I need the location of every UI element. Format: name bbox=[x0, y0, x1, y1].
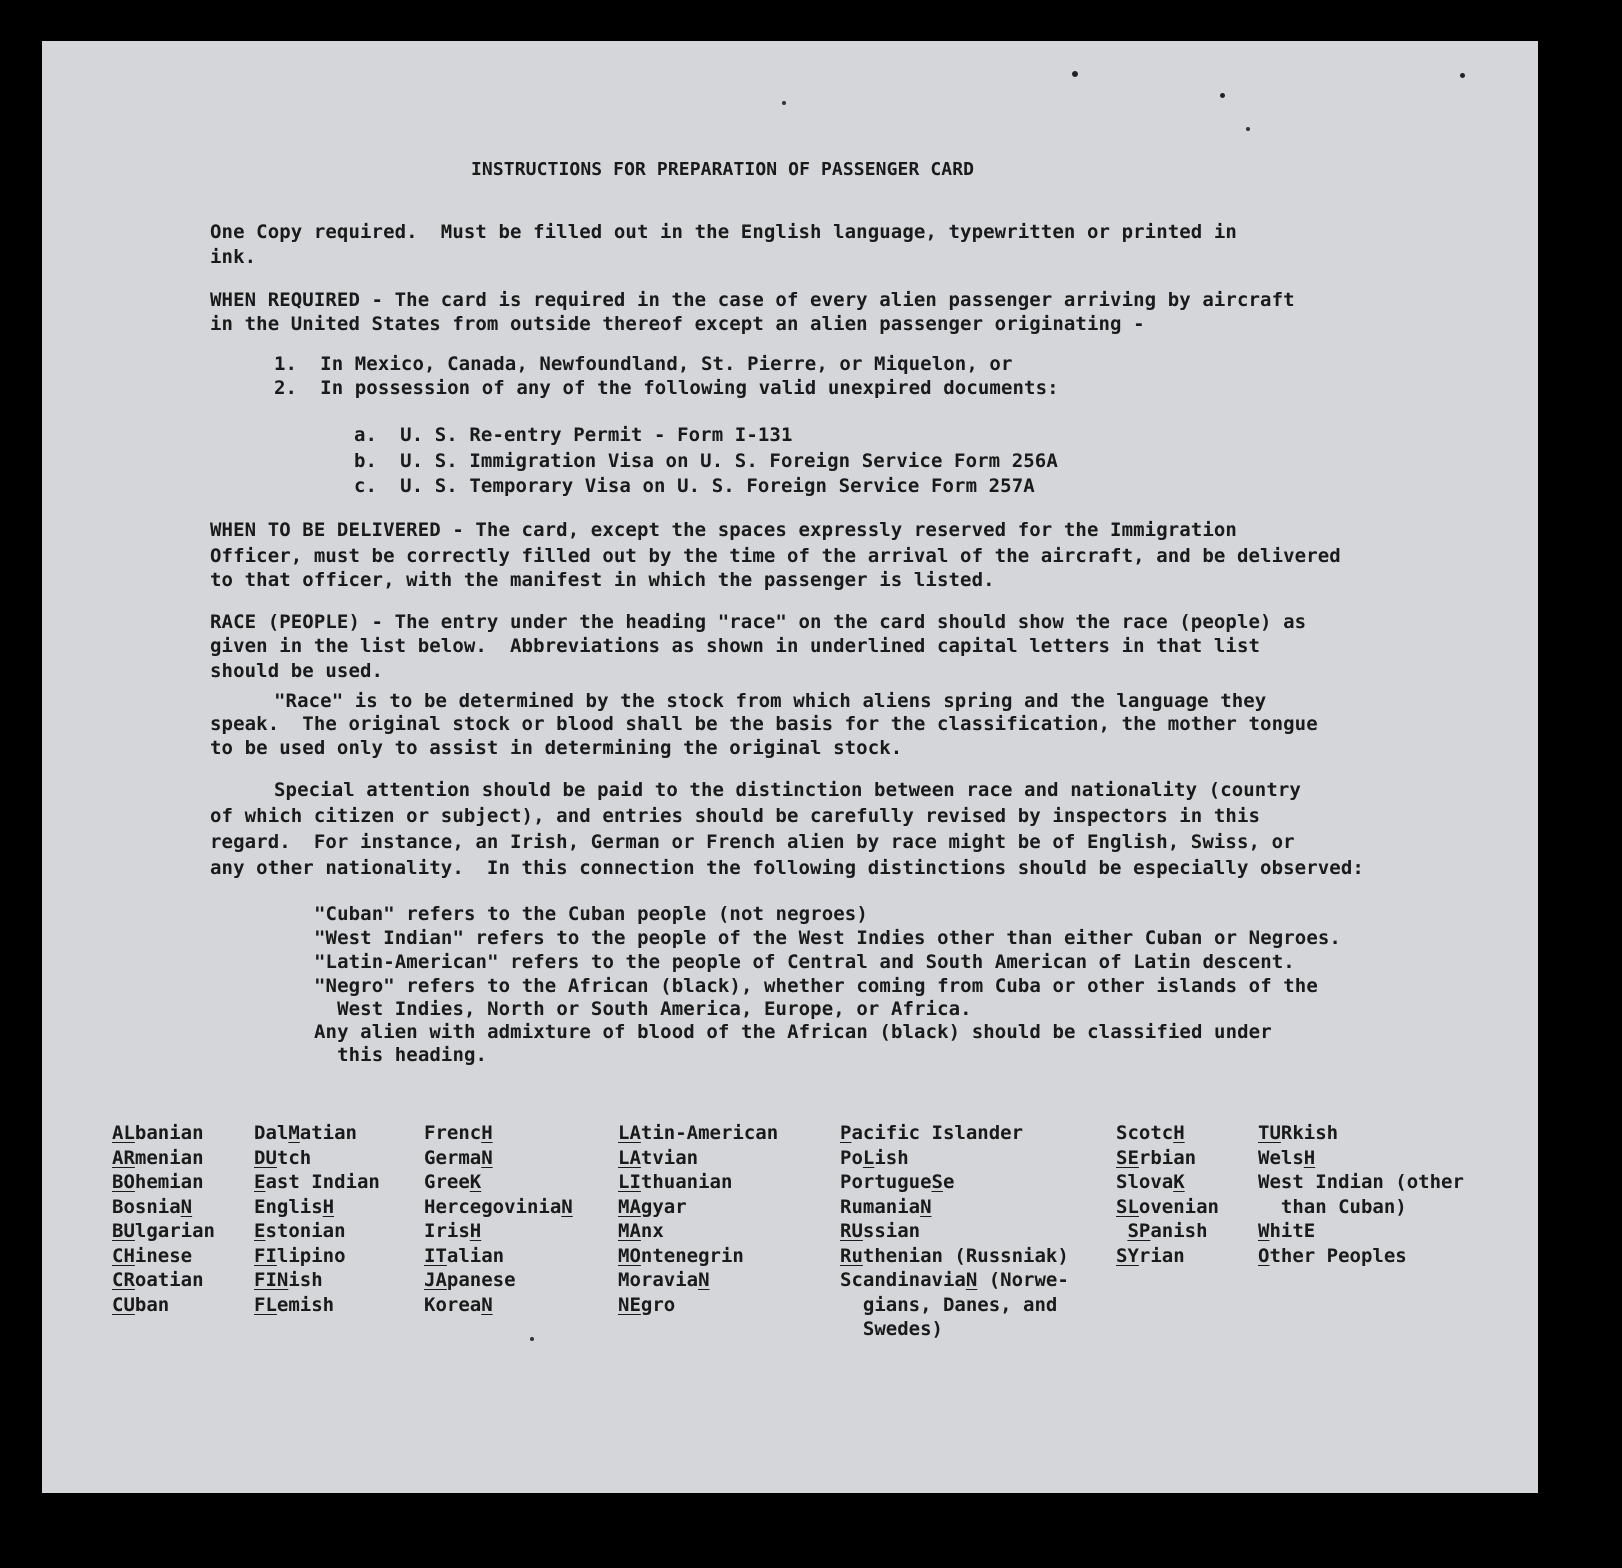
when-delivered-line-2: Officer, must be correctly filled out by the time of the arrival of the aircraft, and be delivered bbox=[210, 545, 1341, 567]
race-entry bbox=[254, 1268, 380, 1293]
race-entry-abbrev: N bbox=[920, 1195, 932, 1218]
scan-speck bbox=[1072, 71, 1078, 77]
race-entry bbox=[1258, 1121, 1464, 1146]
race-entry bbox=[618, 1244, 778, 1269]
scan-speck bbox=[1460, 73, 1465, 78]
race-entry bbox=[840, 1170, 1069, 1195]
race-entry-post: thuanian bbox=[640, 1171, 733, 1193]
race-entry-abbrev: E bbox=[254, 1220, 266, 1242]
race-entry-post: emish bbox=[276, 1293, 335, 1316]
race-entry-post: ther Peoples bbox=[1269, 1244, 1407, 1267]
race-entry-pre: Iris bbox=[424, 1220, 470, 1242]
race-entry bbox=[840, 1121, 1069, 1146]
when-required-line-1: WHEN REQUIRED - The card is required in the case of every alien passenger arriving by aircraft bbox=[210, 289, 1295, 311]
race-entry-abbrev: LA bbox=[618, 1146, 641, 1169]
scan-speck bbox=[530, 1337, 534, 1341]
race-entry-abbrev: H bbox=[469, 1220, 482, 1242]
race-p2-line-1: "Race" is to be determined by the stock from which aliens spring and the language they bbox=[274, 690, 1267, 712]
document-page bbox=[42, 41, 1538, 1493]
race-entry-post: ban bbox=[134, 1293, 170, 1316]
race-entry bbox=[840, 1219, 1069, 1244]
race-entry-post: tin-American bbox=[640, 1122, 779, 1144]
race-entry-pre: Scotc bbox=[1116, 1122, 1174, 1144]
race-p3-line-3: regard. For instance, an Irish, German or French alien by race might be of English, Swiss, or bbox=[210, 831, 1295, 853]
race-entry-abbrev: S bbox=[931, 1171, 943, 1193]
race-entry-pre: Moravia bbox=[618, 1269, 699, 1291]
race-entry-post: ssian bbox=[862, 1220, 921, 1242]
race-entry bbox=[424, 1293, 573, 1318]
race-entry bbox=[254, 1170, 380, 1195]
race-entry-post: ovenian bbox=[1138, 1195, 1219, 1218]
race-entry-abbrev: N bbox=[698, 1269, 710, 1291]
race-entry-abbrev: N bbox=[965, 1269, 978, 1291]
scan-speck bbox=[1246, 127, 1250, 131]
race-entry-pre: West Indian (other bbox=[1258, 1171, 1464, 1193]
race-entry bbox=[424, 1121, 573, 1146]
race-entry-abbrev: N bbox=[561, 1195, 573, 1218]
race-entry-post: hitE bbox=[1269, 1220, 1316, 1242]
race-entry bbox=[424, 1146, 573, 1171]
race-entry bbox=[112, 1146, 215, 1171]
race-entry-pre: Englis bbox=[254, 1195, 323, 1218]
race-entry-abbrev: BO bbox=[112, 1171, 135, 1193]
race-entry-abbrev: M bbox=[288, 1122, 300, 1144]
race-entry-pre: Rumania bbox=[840, 1195, 921, 1218]
document-title: INSTRUCTIONS FOR PREPARATION OF PASSENGER CARD bbox=[471, 159, 975, 180]
when-delivered-line-3: to that officer, with the manifest in which the passenger is listed. bbox=[210, 569, 995, 591]
race-p3-line-2: of which citizen or subject), and entries should be carefully revised by inspectors in this bbox=[210, 805, 1261, 827]
race-entry-post: ish bbox=[874, 1146, 909, 1169]
race-entry-abbrev: N bbox=[481, 1293, 493, 1316]
race-entry-post: ish bbox=[288, 1269, 323, 1291]
race-entry-abbrev: H bbox=[1303, 1146, 1316, 1169]
race-entry-pre: Wels bbox=[1258, 1146, 1304, 1169]
race-entry-post: rian bbox=[1138, 1244, 1185, 1267]
race-entry bbox=[112, 1195, 215, 1220]
race-entry bbox=[254, 1195, 380, 1220]
race-p3-line-1: Special attention should be paid to the distinction between race and nationality (country bbox=[274, 779, 1301, 801]
race-entry-post: ast Indian bbox=[265, 1171, 380, 1193]
race-entry-abbrev: SP bbox=[1127, 1220, 1151, 1242]
race-entry-abbrev: DU bbox=[254, 1146, 277, 1169]
race-entry bbox=[618, 1219, 778, 1244]
race-entry bbox=[112, 1219, 215, 1244]
race-entry-post: ntenegrin bbox=[640, 1244, 744, 1267]
race-entry bbox=[618, 1195, 778, 1220]
race-entry-post: tvian bbox=[640, 1146, 699, 1169]
race-entry-post: oatian bbox=[134, 1269, 204, 1291]
race-entry-pre: than Cuban) bbox=[1258, 1195, 1407, 1218]
document-subitem-a: a. U. S. Re-entry Permit - Form I-131 bbox=[354, 424, 793, 446]
race-column-1 bbox=[112, 1121, 215, 1317]
race-entry-abbrev: LI bbox=[618, 1171, 641, 1193]
when-required-item-1: 1. In Mexico, Canada, Newfoundland, St. Pierre, or Miquelon, or bbox=[274, 353, 1013, 375]
race-entry bbox=[840, 1195, 1069, 1220]
race-line-1: RACE (PEOPLE) - The entry under the heading "race" on the card should show the race (people) as bbox=[210, 611, 1307, 633]
race-entry-abbrev: FI bbox=[254, 1244, 277, 1267]
race-entry-abbrev: K bbox=[469, 1171, 482, 1193]
race-entry-abbrev: O bbox=[1258, 1244, 1270, 1267]
race-entry-abbrev: H bbox=[1173, 1122, 1185, 1144]
race-entry-post: e bbox=[942, 1171, 955, 1193]
race-entry-post: stonian bbox=[265, 1220, 346, 1242]
race-entry bbox=[112, 1268, 215, 1293]
intro-line-1: One Copy required. Must be filled out in the English language, typewritten or printed in bbox=[210, 221, 1237, 243]
race-entry-pre: Hercegovinia bbox=[424, 1195, 562, 1218]
race-column-7 bbox=[1258, 1121, 1464, 1268]
race-entry-abbrev: W bbox=[1258, 1220, 1270, 1242]
race-entry-abbrev: FL bbox=[254, 1293, 277, 1316]
race-entry-abbrev: L bbox=[862, 1146, 875, 1169]
race-entry-abbrev: TU bbox=[1258, 1122, 1281, 1144]
race-entry bbox=[1258, 1146, 1464, 1171]
race-column-5 bbox=[840, 1121, 1069, 1342]
document-subitem-b: b. U. S. Immigration Visa on U. S. Foreign Service Form 256A bbox=[354, 450, 1058, 472]
race-entry-post: alian bbox=[446, 1244, 505, 1267]
race-entry-pre: Scandinavia bbox=[840, 1269, 966, 1291]
race-entry bbox=[1258, 1170, 1464, 1195]
race-entry-pre: Germa bbox=[424, 1146, 482, 1169]
race-entry-pre: Po bbox=[840, 1146, 863, 1169]
race-entry bbox=[112, 1170, 215, 1195]
distinction-negro-cont: West Indies, North or South America, Europe, or Africa. bbox=[314, 998, 972, 1020]
scan-speck bbox=[782, 101, 786, 105]
intro-line-2: ink. bbox=[210, 246, 257, 268]
race-entry-abbrev: AR bbox=[112, 1146, 135, 1169]
race-entry-post: lgarian bbox=[134, 1220, 215, 1242]
race-entry bbox=[424, 1219, 573, 1244]
race-entry-post: hemian bbox=[134, 1171, 204, 1193]
race-entry-abbrev: N bbox=[481, 1146, 493, 1169]
race-entry-post: anish bbox=[1150, 1220, 1208, 1242]
race-column-3 bbox=[424, 1121, 573, 1317]
race-entry bbox=[840, 1268, 1069, 1293]
race-entry-pre: Gree bbox=[424, 1171, 470, 1193]
race-entry bbox=[112, 1121, 215, 1146]
race-entry-abbrev: K bbox=[1173, 1171, 1185, 1193]
when-delivered-line-1: WHEN TO BE DELIVERED - The card, except the spaces expressly reserved for the Immigration bbox=[210, 519, 1237, 541]
race-entry-abbrev: AL bbox=[112, 1122, 135, 1144]
race-column-2 bbox=[254, 1121, 380, 1317]
race-entry-abbrev: RU bbox=[840, 1220, 863, 1242]
race-entry bbox=[840, 1317, 1069, 1342]
race-entry-abbrev: MA bbox=[618, 1220, 641, 1242]
race-column-6 bbox=[1116, 1121, 1219, 1268]
race-entry-pre: Swedes) bbox=[840, 1318, 943, 1340]
race-entry bbox=[424, 1170, 573, 1195]
race-entry-post: tch bbox=[276, 1146, 312, 1169]
race-entry-pre bbox=[1116, 1220, 1127, 1242]
race-entry bbox=[1116, 1195, 1219, 1220]
race-entry bbox=[618, 1121, 778, 1146]
race-entry-abbrev: SE bbox=[1116, 1146, 1139, 1169]
race-entry-abbrev: FIN bbox=[254, 1269, 289, 1291]
race-entry-abbrev: MA bbox=[618, 1195, 641, 1218]
race-entry-pre: Bosnia bbox=[112, 1195, 181, 1218]
race-entry-abbrev: MO bbox=[618, 1244, 641, 1267]
race-entry-pre: Slova bbox=[1116, 1171, 1174, 1193]
distinction-admixture: Any alien with admixture of blood of the African (black) should be classified under bbox=[314, 1021, 1272, 1043]
race-entry bbox=[1116, 1244, 1219, 1269]
race-entry bbox=[254, 1244, 380, 1269]
distinction-latin-american: "Latin-American" refers to the people of Central and South American of Latin descent. bbox=[314, 951, 1295, 973]
race-entry-abbrev: N bbox=[180, 1195, 193, 1218]
race-p2-line-3: to be used only to assist in determining the original stock. bbox=[210, 737, 903, 759]
race-entry-post: banian bbox=[134, 1122, 204, 1144]
race-entry-abbrev: Ru bbox=[840, 1244, 863, 1267]
race-entry-abbrev: E bbox=[254, 1171, 266, 1193]
distinction-cuban: "Cuban" refers to the Cuban people (not negroes) bbox=[314, 903, 868, 925]
race-entry bbox=[1258, 1244, 1464, 1269]
race-entry-abbrev: SL bbox=[1116, 1195, 1139, 1218]
race-entry bbox=[618, 1268, 778, 1293]
race-entry-post: inese bbox=[134, 1244, 193, 1267]
distinction-negro: "Negro" refers to the African (black), whether coming from Cuba or other islands of the bbox=[314, 975, 1318, 997]
race-entry-post: thenian (Russniak) bbox=[862, 1244, 1069, 1267]
race-entry bbox=[618, 1146, 778, 1171]
race-entry-abbrev: CH bbox=[112, 1244, 135, 1267]
race-entry-pre: Portugue bbox=[840, 1171, 932, 1193]
distinction-west-indian: "West Indian" refers to the people of the West Indies other than either Cuban or Negroes. bbox=[314, 927, 1341, 949]
race-entry-pre: Frenc bbox=[424, 1122, 482, 1144]
race-entry bbox=[840, 1146, 1069, 1171]
race-entry-post: gro bbox=[640, 1293, 676, 1316]
race-entry bbox=[1116, 1146, 1219, 1171]
race-entry bbox=[254, 1146, 380, 1171]
race-entry bbox=[254, 1121, 380, 1146]
race-entry bbox=[840, 1244, 1069, 1269]
race-entry-post: gyar bbox=[640, 1195, 687, 1218]
document-subitem-c: c. U. S. Temporary Visa on U. S. Foreign Service Form 257A bbox=[354, 475, 1035, 497]
race-entry-abbrev: JA bbox=[424, 1269, 447, 1291]
race-entry bbox=[112, 1293, 215, 1318]
race-entry bbox=[424, 1268, 573, 1293]
race-line-2: given in the list below. Abbreviations as shown in underlined capital letters in that list bbox=[210, 635, 1261, 657]
race-entry bbox=[424, 1195, 573, 1220]
race-entry-post: lipino bbox=[276, 1244, 346, 1267]
when-required-item-2: 2. In possession of any of the following valid unexpired documents: bbox=[274, 377, 1059, 399]
race-entry-post: menian bbox=[134, 1146, 204, 1169]
race-entry-abbrev: BU bbox=[112, 1220, 135, 1242]
race-entry-abbrev: H bbox=[322, 1195, 335, 1218]
race-entry bbox=[618, 1293, 778, 1318]
scan-speck bbox=[1220, 93, 1225, 98]
race-entry-abbrev: IT bbox=[424, 1244, 447, 1267]
race-entry-post: panese bbox=[446, 1269, 516, 1291]
race-entry bbox=[1258, 1219, 1464, 1244]
race-entry-post: rbian bbox=[1138, 1146, 1197, 1169]
race-entry-post: nx bbox=[640, 1220, 664, 1242]
race-entry bbox=[112, 1244, 215, 1269]
race-entry-pre: Dal bbox=[254, 1122, 289, 1144]
race-entry-abbrev: H bbox=[481, 1122, 493, 1144]
race-entry bbox=[254, 1293, 380, 1318]
race-entry bbox=[1258, 1195, 1464, 1220]
race-entry bbox=[424, 1244, 573, 1269]
race-p3-line-4: any other nationality. In this connection the following distinctions should be especially observed: bbox=[210, 857, 1364, 879]
race-entry-pre: Korea bbox=[424, 1293, 482, 1316]
race-entry-abbrev: P bbox=[840, 1122, 852, 1144]
race-entry-post: (Norwe- bbox=[977, 1269, 1069, 1291]
distinction-admixture-cont: this heading. bbox=[314, 1044, 488, 1066]
race-entry bbox=[1116, 1170, 1219, 1195]
race-p2-line-2: speak. The original stock or blood shall be the basis for the classification, the mother tongue bbox=[210, 713, 1318, 735]
race-entry bbox=[1116, 1121, 1219, 1146]
race-line-3: should be used. bbox=[210, 660, 384, 682]
race-entry bbox=[618, 1170, 778, 1195]
race-entry-abbrev: LA bbox=[618, 1122, 641, 1144]
race-entry bbox=[254, 1219, 380, 1244]
race-entry-abbrev: CU bbox=[112, 1293, 135, 1316]
race-entry-abbrev: CR bbox=[112, 1269, 135, 1291]
race-entry-abbrev: NE bbox=[618, 1293, 641, 1316]
race-entry-post: Rkish bbox=[1280, 1122, 1339, 1144]
race-column-4 bbox=[618, 1121, 778, 1317]
race-entry-post: atian bbox=[299, 1122, 357, 1144]
race-entry-pre: gians, Danes, and bbox=[840, 1293, 1058, 1316]
race-entry bbox=[1116, 1219, 1219, 1244]
when-required-line-2: in the United States from outside thereof except an alien passenger originating - bbox=[210, 313, 1145, 335]
race-entry bbox=[840, 1293, 1069, 1318]
race-entry-abbrev: SY bbox=[1116, 1244, 1139, 1267]
race-entry-post: acific Islander bbox=[851, 1122, 1024, 1144]
